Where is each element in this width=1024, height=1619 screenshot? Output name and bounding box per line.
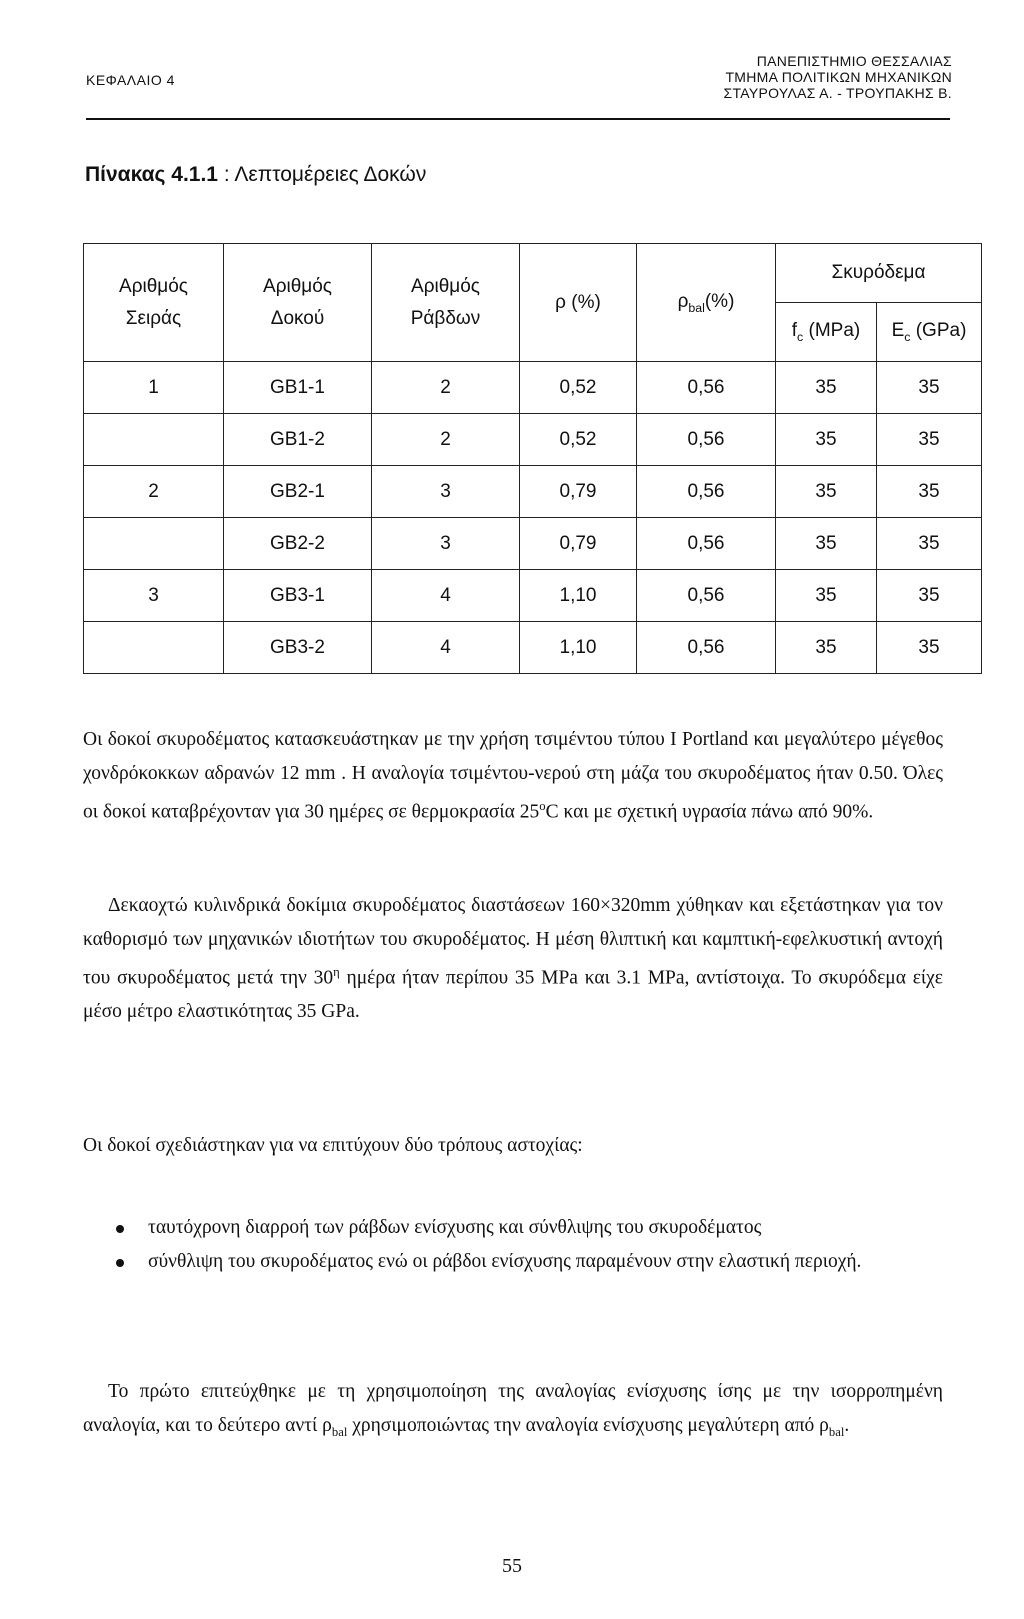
header-rho: ρ (%) — [520, 244, 637, 362]
paragraph-specimens: Δεκαοχτώ κυλινδρικά δοκίμια σκυροδέματος διαστάσεων 160×320mm χύθηκαν και εξετάστηκαν για τον καθορισμό των μηχανικών ιδιοτήτων του σκυροδέματος. Η μέση θλιπτική και καμπτική-εφελκυστική αντοχή του σκυροδέματος μετά την $30^\eta$ ημέρα ήταν περίπου 35 MPa και 3.1 MPa, αντίστοιχα. Το σκυρόδεμα είχε μέσο μέτρο ελαστικότητας 35 GPa. — [83, 895, 943, 1022]
cell-rho: 1,10 — [520, 622, 637, 674]
cell-bars: 2 — [372, 414, 520, 466]
table-row — [84, 622, 982, 674]
bullet-icon — [116, 1225, 124, 1233]
cell-ec: 35 — [877, 414, 982, 466]
cell-bars: 2 — [372, 362, 520, 414]
cell-bars: 4 — [372, 622, 520, 674]
header-fc: $f_c$ (MPa) — [776, 303, 877, 362]
university-name: ΠΑΝΕΠΙΣΤΗΜΙΟ ΘΕΣΣΑΛΙΑΣ — [756, 53, 952, 69]
paragraph-failure-modes-intro: Οι δοκοί σχεδιάστηκαν για να επιτύχουν δύο τρόπους αστοχίας: — [83, 1135, 583, 1156]
cell-beam: GB2-2 — [224, 518, 372, 570]
cell-fc: 35 — [776, 414, 877, 466]
table-row — [84, 466, 982, 518]
header-institution — [724, 53, 953, 101]
cell-ec: 35 — [877, 362, 982, 414]
failure-modes-list — [83, 1211, 943, 1278]
table-row — [84, 518, 982, 570]
cell-fc: 35 — [776, 466, 877, 518]
cell-series — [84, 622, 224, 674]
cell-rhobal: 0,56 — [637, 466, 776, 518]
cell-ec: 35 — [877, 570, 982, 622]
beam-details-table — [83, 243, 982, 674]
table-caption — [85, 163, 426, 187]
cell-rhobal: 0,56 — [637, 414, 776, 466]
cell-series — [84, 414, 224, 466]
cell-beam: GB2-1 — [224, 466, 372, 518]
cell-rhobal: 0,56 — [637, 518, 776, 570]
cell-bars: 3 — [372, 466, 520, 518]
cell-rhobal: 0,56 — [637, 570, 776, 622]
cell-ec: 35 — [877, 466, 982, 518]
cell-rhobal: 0,56 — [637, 362, 776, 414]
department-name: ΤΜΗΜΑ ΠΟΛΙΤΙΚΩΝ ΜΗΧΑΝΙΚΩΝ — [725, 69, 952, 85]
header-rule — [86, 118, 950, 120]
header-series: Αριθμός Σειράς — [84, 244, 224, 362]
header-beam: Αριθμός Δοκού — [224, 244, 372, 362]
paragraph-design-approach: Το πρώτο επιτεύχθηκε με τη χρησιμοποίηση της αναλογίας ενίσχυσης ίσης με την ισορροπημένη αναλογία, και το δεύτερο αντί $\rho_{bal}$ χρησιμοποιώντας την αναλογία ενίσχυσης μεγαλύτερη από $\rho_{bal}$. — [83, 1381, 943, 1439]
chapter-label: ΚΕΦΑΛΑΙΟ 4 — [86, 72, 175, 88]
cell-beam: GB1-1 — [224, 362, 372, 414]
cell-rho: 0,79 — [520, 466, 637, 518]
cell-beam: GB3-2 — [224, 622, 372, 674]
cell-rho: 0,52 — [520, 362, 637, 414]
cell-ec: 35 — [877, 622, 982, 674]
authors-names: ΣΤΑΥΡΟΥΛΑΣ Α. - ΤΡΟΥΠΑΚΗΣ Β. — [723, 85, 952, 101]
cell-series: 1 — [84, 362, 224, 414]
cell-fc: 35 — [776, 518, 877, 570]
cell-fc: 35 — [776, 570, 877, 622]
cell-beam: GB1-2 — [224, 414, 372, 466]
header-ec: $E_c$ (GPa) — [877, 303, 982, 362]
cell-bars: 3 — [372, 518, 520, 570]
cell-rho: 0,52 — [520, 414, 637, 466]
cell-series: 3 — [84, 570, 224, 622]
cell-rho: 0,79 — [520, 518, 637, 570]
page-number: 55 — [502, 1555, 522, 1577]
header-bars: Αριθμός Ράβδων — [372, 244, 520, 362]
bullet-icon — [116, 1259, 124, 1267]
table-row — [84, 362, 982, 414]
cell-fc: 35 — [776, 622, 877, 674]
cell-bars: 4 — [372, 570, 520, 622]
table-caption-label: Πίνακας 4.1.1 — [85, 163, 218, 186]
paragraph-materials: Οι δοκοί σκυροδέματος κατασκευάστηκαν με την χρήση τσιμέντου τύπου I Portland και μεγαλύτερο μέγεθος χονδρόκοκκων αδρανών 12 mm . Η αναλογία τσιμέντου-νερού στη μάζα του σκυροδέματος ήταν 0.50. Όλες οι δοκοί καταβρέχονταν για 30 ημέρες σε θερμοκρασία 25$^o$C και με σχετική υγρασία πάνω από 90%. — [83, 729, 943, 823]
cell-series: 2 — [84, 466, 224, 518]
table-row — [84, 414, 982, 466]
cell-fc: 35 — [776, 362, 877, 414]
list-item: ταυτόχρονη διαρροή των ράβδων ενίσχυσης και σύνθλιψης του σκυροδέματος — [83, 1211, 943, 1245]
cell-beam: GB3-1 — [224, 570, 372, 622]
cell-rho: 1,10 — [520, 570, 637, 622]
cell-ec: 35 — [877, 518, 982, 570]
table-row — [84, 570, 982, 622]
header-rhobal: $\rho_{bal}(\%)$ — [637, 244, 776, 362]
cell-rhobal: 0,56 — [637, 622, 776, 674]
list-item: σύνθλιψη του σκυροδέματος ενώ οι ράβδοι ενίσχυσης παραμένουν στην ελαστική περιοχή. — [83, 1245, 943, 1279]
header-concrete: Σκυρόδεμα — [776, 244, 982, 303]
table-caption-text: : Λεπτομέρειες Δοκών — [217, 163, 427, 186]
cell-series — [84, 518, 224, 570]
